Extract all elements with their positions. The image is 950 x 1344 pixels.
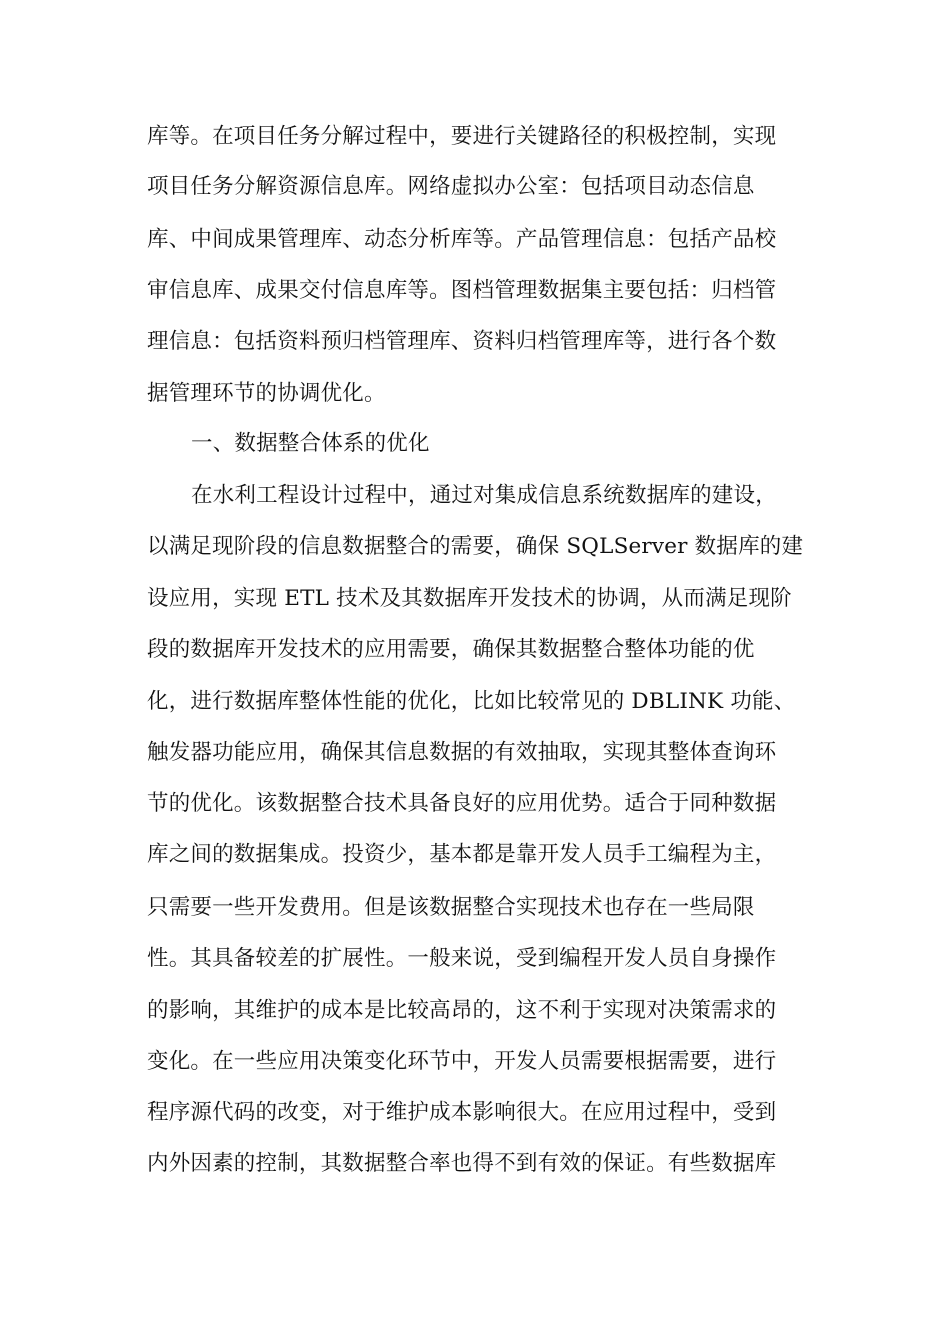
paragraph-line: 库、中间成果管理库、动态分析库等。产品管理信息：包括产品校 xyxy=(147,227,777,252)
paragraph-line: 变化。在一些应用决策变化环节中，开发人员需要根据需要，进行 xyxy=(147,1049,777,1074)
paragraph-line: 触发器功能应用，确保其信息数据的有效抽取，实现其整体查询环 xyxy=(147,740,777,765)
paragraph-line: 的影响，其维护的成本是比较高昂的，这不利于实现对决策需求的 xyxy=(147,998,777,1023)
paragraph-line: 库之间的数据集成。投资少，基本都是靠开发人员手工编程为主， xyxy=(147,842,777,867)
paragraph-line: 程序源代码的改变，对于维护成本影响很大。在应用过程中，受到 xyxy=(147,1100,777,1125)
section-heading: 一、数据整合体系的优化 xyxy=(191,431,430,456)
paragraph-line: 在水利工程设计过程中，通过对集成信息系统数据库的建设， xyxy=(191,483,777,508)
paragraph-line: 段的数据库开发技术的应用需要，确保其数据整合整体功能的优 xyxy=(147,637,755,662)
paragraph-line: 节的优化。该数据整合技术具备良好的应用优势。适合于同种数据 xyxy=(147,791,777,816)
paragraph-line: 库等。在项目任务分解过程中，要进行关键路径的积极控制，实现 xyxy=(147,124,777,149)
paragraph-line: 内外因素的控制，其数据整合率也得不到有效的保证。有些数据库 xyxy=(147,1151,777,1176)
paragraph-line: 项目任务分解资源信息库。网络虚拟办公室：包括项目动态信息 xyxy=(147,174,755,199)
paragraph-line: 性。其具备较差的扩展性。一般来说，受到编程开发人员自身操作 xyxy=(147,946,777,971)
paragraph-line: 审信息库、成果交付信息库等。图档管理数据集主要包括：归档管 xyxy=(147,278,777,303)
paragraph-line: 只需要一些开发费用。但是该数据整合实现技术也存在一些局限 xyxy=(147,895,755,920)
paragraph-line: 理信息：包括资料预归档管理库、资料归档管理库等，进行各个数 xyxy=(147,329,777,354)
paragraph-line: 化，进行数据库整体性能的优化，比如比较常见的 DBLINK 功能、 xyxy=(147,689,796,714)
paragraph-line: 设应用，实现 ETL 技术及其数据库开发技术的协调，从而满足现阶 xyxy=(147,586,792,611)
paragraph-line: 以满足现阶段的信息数据整合的需要，确保 SQLServer 数据库的建 xyxy=(147,534,804,559)
paragraph-line: 据管理环节的协调优化。 xyxy=(147,381,386,406)
